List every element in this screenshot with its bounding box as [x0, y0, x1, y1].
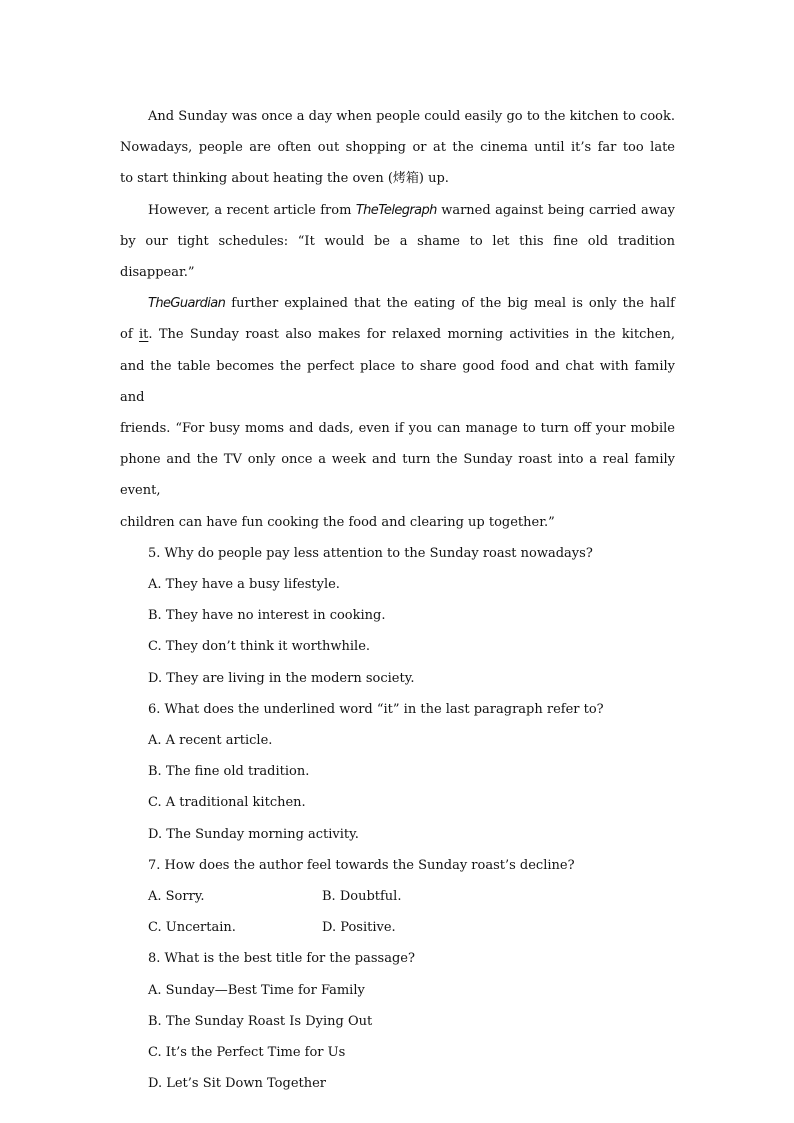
text-fragment: warned against being carried away — [436, 202, 675, 218]
option-a: A. Sunday—Best Time for Family — [148, 982, 365, 998]
option-d: D. Let’s Sit Down Together — [148, 1076, 327, 1092]
option-d: D. The Sunday morning activity. — [148, 826, 359, 842]
option-d: D. Positive. — [322, 920, 396, 936]
paragraph-2 — [120, 195, 675, 289]
option-c: C. A traditional kitchen. — [148, 795, 306, 811]
text-line: to start thinking about heating the oven (烤箱) up. — [120, 171, 449, 187]
text-line: by our tight schedules: “It would be a shame to let this fine old tradition — [120, 233, 675, 249]
text-fragment: However, a recent article from — [148, 202, 356, 218]
option-b: B. The Sunday Roast Is Dying Out — [148, 1013, 373, 1029]
question-5 — [120, 538, 675, 694]
source-title-telegraph: TheTelegraph — [355, 202, 437, 218]
text-line: and the table becomes the perfect place to share good food and chat with family and — [120, 358, 675, 405]
question-8 — [120, 943, 675, 1099]
option-a: A. They have a busy lifestyle. — [148, 577, 340, 593]
text-fragment: further explained that the eating of the big meal is only the half — [225, 296, 675, 312]
option-a: A. Sorry. — [148, 889, 205, 905]
option-row — [120, 912, 675, 943]
option-a: A. A recent article. — [148, 733, 273, 749]
option-c: C. Uncertain. — [148, 920, 236, 936]
text-line: friends. “For busy moms and dads, even if you can manage to turn off your mobile — [120, 421, 675, 437]
option-b: B. The fine old tradition. — [148, 764, 310, 780]
question-stem: 7. How does the author feel towards the Sunday roast’s decline? — [148, 857, 575, 873]
text-line — [120, 288, 675, 319]
text-line: children can have fun cooking the food and clearing up together.” — [120, 514, 555, 530]
question-7 — [120, 850, 675, 944]
text-line: And Sunday was once a day when people could easily go to the kitchen to cook. — [148, 109, 675, 124]
option-b: B. Doubtful. — [322, 889, 402, 905]
text-line: phone and the TV only once a week and turn the Sunday roast into a real family event, — [120, 452, 675, 499]
text-line: Nowadays, people are often out shopping or at the cinema until it’s far too late — [120, 140, 675, 156]
text-line: disappear.” — [120, 265, 195, 281]
text-line — [120, 319, 675, 350]
document-page — [120, 101, 675, 1100]
source-title-guardian: TheGuardian — [148, 296, 226, 312]
question-6 — [120, 694, 675, 850]
option-c: C. They don’t think it worthwhile. — [148, 639, 371, 655]
option-b: B. They have no interest in cooking. — [148, 608, 386, 624]
option-c: C. It’s the Perfect Time for Us — [148, 1045, 346, 1061]
text-fragment: . The Sunday roast also makes for relaxed morning activities in the kitchen, — [148, 327, 675, 343]
question-stem: 6. What does the underlined word “it” in the last paragraph refer to? — [148, 701, 604, 717]
underlined-word: it — [138, 327, 149, 343]
option-row — [120, 881, 675, 912]
paragraph-1 — [120, 101, 675, 195]
option-d: D. They are living in the modern society. — [148, 670, 415, 686]
text-line — [120, 195, 675, 226]
question-stem: 8. What is the best title for the passage? — [148, 951, 415, 967]
question-stem: 5. Why do people pay less attention to the Sunday roast nowadays? — [148, 545, 593, 561]
paragraph-3 — [120, 288, 675, 538]
text-fragment: of — [120, 327, 139, 343]
